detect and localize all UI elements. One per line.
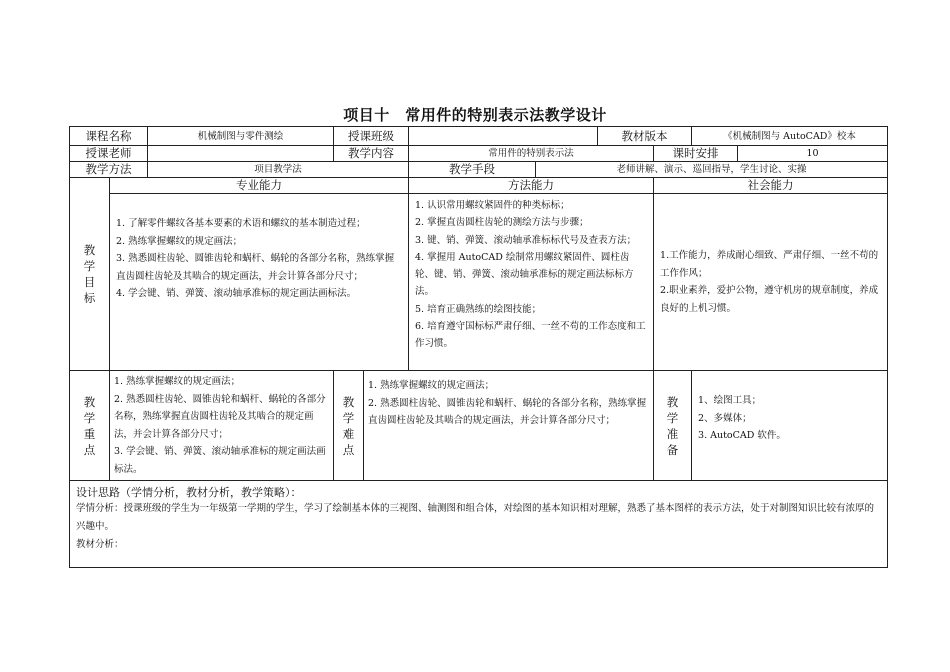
list-item: 1. 了解零件螺纹各基本要素的术语和螺纹的基本制造过程； [116, 218, 366, 229]
row-teacher [70, 146, 888, 162]
method-ability-list [409, 194, 654, 371]
preparation-label: 教 学 准 备 [654, 371, 692, 481]
course-label: 课程名称 [70, 127, 148, 146]
teacher-value [148, 146, 334, 162]
method-label: 教学方法 [70, 162, 148, 178]
social-ability-header: 社会能力 [654, 178, 888, 194]
list-item: 3. 键、销、弹簧、滚动轴承准标标代号及查表方法； [415, 234, 637, 246]
row-key-points [70, 371, 888, 481]
design-heading: 设计思路（学情分析，教材分析，教学策略）： [76, 486, 302, 499]
row-objectives-content [70, 194, 888, 371]
list-item: 1. 熟练掌握螺纹的规定画法； [114, 376, 241, 387]
edition-value: 《机械制图与 AutoCAD》校本 [692, 127, 888, 146]
key-points-label: 教 学 重 点 [70, 371, 110, 481]
material-analysis: 教材分析： [76, 539, 124, 550]
course-value: 机械制图与零件测绘 [148, 127, 334, 146]
edition-label: 教材版本 [598, 127, 692, 146]
list-item: 1. 认识常用螺纹紧固件的种类标标； [415, 200, 570, 211]
row-objective-headers [70, 178, 888, 194]
row-method [70, 162, 888, 178]
list-item: 2. 熟悉圆柱齿轮、圆锥齿轮和蜗杆、蜗轮的各部分名称，熟练掌握直齿圆柱齿轮及其啮合的规定画法，并会计算各部分尺寸； [114, 393, 326, 440]
content-value: 常用件的特别表示法 [409, 146, 654, 162]
social-ability-list [654, 194, 888, 371]
list-item: 2. 熟练掌握螺纹的规定画法； [116, 235, 243, 247]
list-item: 1.工作能力，养成耐心细致、严肃仔细、一丝不苟的工作作风； [660, 250, 879, 279]
difficulties-list [364, 371, 654, 481]
class-label: 授课班级 [334, 127, 409, 146]
method-value: 项目教学法 [148, 162, 409, 178]
list-item: 2、多媒体； [698, 412, 752, 424]
list-item: 2. 熟悉圆柱齿轮、圆锥齿轮和蜗杆、蜗轮的各部分名称，熟练掌握直齿圆柱齿轮及其啮合的规定画法，并会计算各部分尺寸； [368, 397, 647, 426]
list-item: 3. 熟悉圆柱齿轮、圆锥齿轮和蜗杆、蜗轮的各部分名称，熟练掌握直齿圆柱齿轮及其啮合的规定画法，并会计算各部分尺寸； [116, 253, 395, 282]
list-item: 5. 培育正确熟练的绘图技能； [415, 303, 542, 315]
row-course [70, 127, 888, 146]
professional-ability-header: 专业能力 [110, 178, 409, 194]
list-item: 2.职业素养，爱护公物，遵守机房的规章制度，养成良好的上机习惯。 [660, 285, 879, 314]
list-item: 2. 掌握直齿圆柱齿轮的测绘方法与步骤； [415, 217, 589, 229]
list-item: 3. 学会键、销、弹簧、滚动轴承准标的规定画法画标法。 [114, 446, 326, 475]
list-item: 6. 培育遵守国标标严肃仔细、一丝不苟的工作态度和工作习惯。 [415, 321, 646, 350]
row-design [70, 481, 888, 568]
class-value [409, 127, 598, 146]
list-item: 1、绘图工具； [698, 395, 762, 407]
hours-label: 课时安排 [654, 146, 738, 162]
key-points-list [110, 371, 334, 481]
objectives-label: 教 学 目 标 [70, 178, 110, 371]
teacher-label: 授课老师 [70, 146, 148, 162]
list-item: 1. 熟练掌握螺纹的规定画法； [368, 380, 495, 391]
list-item: 4. 掌握用 AutoCAD 绘制常用螺纹紧固件、圆柱齿轮、键、销、弹簧、滚动轴承准标的规定画法标标方法。 [415, 251, 634, 298]
list-item: 4. 学会键、销、弹簧、滚动轴承准标的规定画法画标法。 [116, 288, 357, 299]
method-ability-header: 方法能力 [409, 178, 654, 194]
student-analysis: 学情分析：授课班级的学生为一年级第一学期的学生，学习了绘制基本体的三视图、轴测图和组合体，对绘图的基本知识相对理解，熟悉了基本图样的表示方法，处于对制图知识比较有浓厚的兴趣中。 [76, 503, 875, 532]
means-value: 老师讲解、演示、巡回指导，学生讨论、实操 [536, 162, 888, 178]
design-section [70, 481, 888, 568]
professional-ability-list [110, 194, 409, 371]
list-item: 3. AutoCAD 软件。 [698, 430, 786, 442]
content-label: 教学内容 [334, 146, 409, 162]
means-label: 教学手段 [409, 162, 536, 178]
preparation-list [692, 371, 888, 481]
lesson-plan-table [69, 126, 888, 568]
hours-value: 10 [738, 146, 888, 162]
difficulties-label: 教 学 难 点 [334, 371, 364, 481]
document-title: 项目十 常用件的特别表示法教学设计 [343, 106, 607, 124]
